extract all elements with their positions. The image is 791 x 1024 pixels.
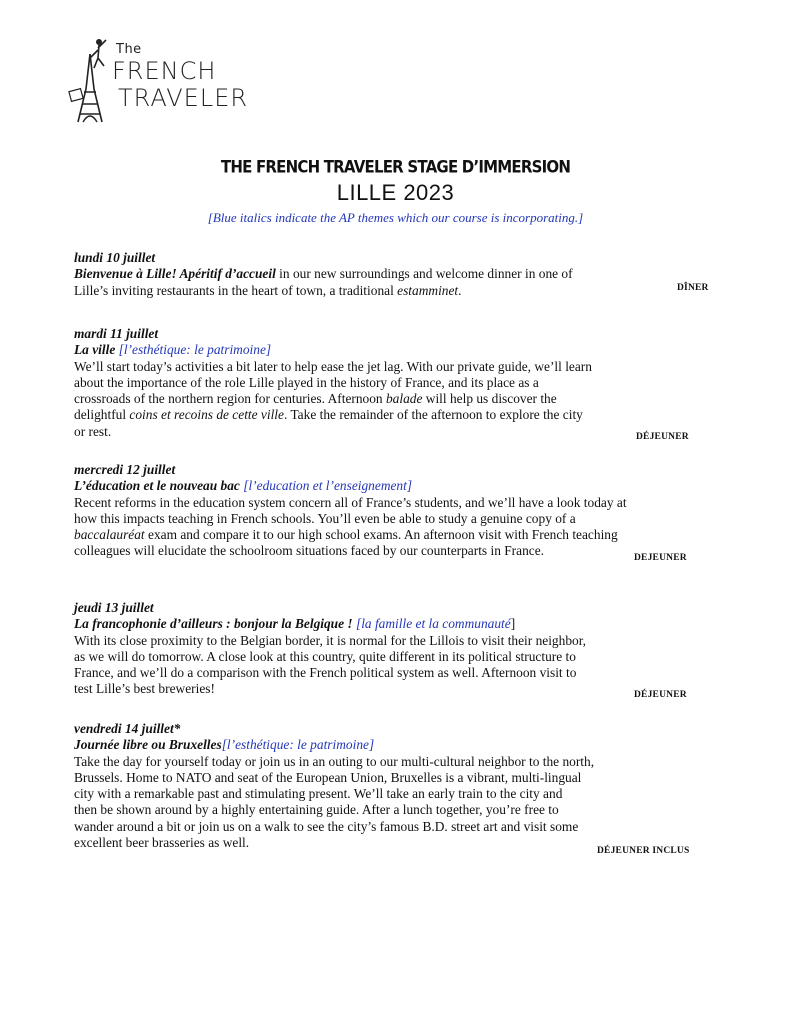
day-body: city with a remarkable past and stimulating present. We’ll take an early train to the city and [74,786,563,802]
day-body: colleagues will elucidate the schoolroom situations faced by our counterparts in France. [74,543,545,559]
day-body-italic: coins et recoins de cette ville [129,407,284,423]
page-title: THE FRENCH TRAVELER STAGE D’IMMERSION [220,156,571,178]
day-title: L’éducation et le nouveau bac [74,478,244,494]
day-body: test Lille’s best breweries! [74,681,215,697]
day-body: Lille’s inviting restaurants in the heart of town, a traditional [74,282,398,298]
day-body: how this impacts teaching in French schools. You’ll even be able to study a genuine copy of a [74,510,576,526]
day-title: La francophonie d’ailleurs : bonjour la Belgique ! [74,616,356,632]
day-body-italic: balade [385,391,423,407]
day-section-thursday [74,600,724,698]
day-body: With its close proximity to the Belgian border, it is normal for the Lillois to visit their neighbor, [74,632,586,648]
logo-traveler-text: TRAVELER [118,84,249,112]
day-section-tuesday [74,326,724,440]
meal-label: DÉJEUNER INCLUS [597,846,690,856]
day-body: Brussels. Home to NATO and seat of the European Union, Bruxelles is a vibrant, multi-lingual [74,769,582,785]
day-body: Recent reforms in the education system concern all of France’s students, and we’ll have a look today at [74,494,627,510]
day-body: crossroads of the northern region for centuries. Afternoon [74,391,386,407]
eiffel-tower-icon [60,34,120,126]
day-body: Take the day for yourself today or join us in an outing to our multi-cultural neighbor to the north, [74,753,595,769]
french-traveler-logo [60,34,250,124]
day-body: excellent beer brasseries as well. [74,835,250,851]
day-body: or rest. [74,423,112,439]
day-text-line [74,407,724,423]
theme-note: [Blue italics indicate the AP themes which our course is incorporating.] [207,210,584,225]
meal-label: DEJEUNER [634,553,687,563]
day-text-line [74,616,724,632]
day-text-line [74,283,724,299]
day-body: wander around a bit or join us on a walk to see the city’s famous B.D. street art and visit some [74,818,579,834]
ap-theme: [l’esthétique: le patrimoine] [118,342,272,358]
ap-theme: [l’esthétique: le patrimoine] [221,737,375,753]
ap-theme-bracket: ] [510,616,516,632]
day-text-line [74,527,724,543]
page-subtitle: LILLE 2023 [336,180,455,205]
day-body: will help us discover the [422,391,557,407]
day-date: vendredi 14 juillet* [74,721,181,736]
day-text-line [74,266,724,282]
meal-label: DÉJEUNER [634,690,687,700]
meal-label: DÉJEUNER [636,432,689,442]
day-body: France, and we’ll do a comparison with the French political system as well. Afternoon visit to [74,665,577,681]
day-text-line [74,391,724,407]
day-body: as we will do tomorrow. A close look at this country, quite different in its political structure to [74,648,576,664]
day-date: lundi 10 juillet [74,250,156,265]
day-date: mardi 11 juillet [74,326,159,341]
day-body: then be shown around by a highly entertaining guide. After a lunch together, you’re free to [74,802,559,818]
day-date: jeudi 13 juillet [74,600,154,615]
day-body: in our new surroundings and welcome dinner in one of [275,266,573,282]
day-body: about the importance of the role Lille played in the history of France, and its place as a [74,374,539,390]
day-title: La ville [74,342,119,358]
logo-french-text: FRENCH [112,57,217,85]
day-body: exam and compare it to our high school exams. An afternoon visit with French teaching [144,527,618,543]
day-body: We’ll start today’s activities a bit later to help ease the jet lag. With our private guide, we’ll learn [74,358,592,374]
day-section-wednesday [74,462,724,560]
ap-theme: [l’education et l’enseignement] [243,478,413,494]
day-title: Bienvenue à Lille! Apéritif d’accueil [74,266,276,282]
day-text-line [74,478,724,494]
day-text-line [74,342,724,358]
day-body: . [458,282,462,298]
meal-label: DÎNER [677,283,709,293]
day-section-friday [74,721,724,851]
day-body-italic: estamminet [397,282,459,298]
ap-theme: [la famille et la communauté [355,616,511,632]
day-body-italic: baccalauréat [74,527,145,543]
day-date: mercredi 12 juillet [74,462,176,477]
day-text-line [74,737,724,753]
logo-the-text: The [116,42,142,57]
day-section-monday [74,250,724,299]
day-title: Journée libre ou Bruxelles [74,737,222,753]
day-body: delightful [74,407,130,423]
day-body: . Take the remainder of the afternoon to explore the city [283,407,583,423]
